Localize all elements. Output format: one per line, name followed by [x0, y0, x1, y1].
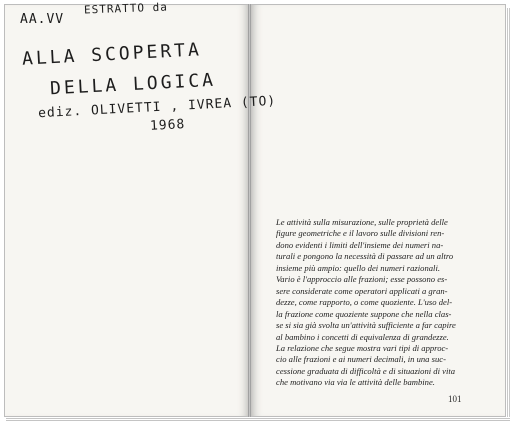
- paragraph-line: la frazione come quoziente suppone che nella clas-: [276, 308, 452, 319]
- handwritten-publisher: ediz. OLIVETTI , IVREA (TO): [37, 93, 277, 122]
- handwritten-year: 1968: [149, 117, 186, 134]
- paragraph-line: Vario è l'approccio alle frazioni; esse possono es-: [276, 274, 448, 285]
- paragraph-line: dezze, come rapporto, o come quoziente. L'uso del-: [276, 297, 453, 308]
- page-edges-bottom: [6, 417, 510, 421]
- handwritten-title-line-1: ALLA SCOPERTA: [21, 39, 203, 70]
- handwritten-author: AA.VV: [20, 12, 65, 27]
- printed-paragraph: [276, 217, 478, 389]
- handwritten-title-line-2: DELLA LOGICA: [49, 69, 217, 100]
- paragraph-line: La relazione che segue mostra vari tipi di approc-: [276, 342, 449, 353]
- paragraph-line: dono evidenti i limiti dell'insieme dei numeri na-: [276, 239, 444, 250]
- page-edges-right: [506, 8, 511, 418]
- paragraph-line: al bambino i concetti di equivalenza di grandezze.: [276, 331, 449, 342]
- paragraph-line: se si sia già svolta un'attività sufficiente a far capire: [276, 320, 456, 331]
- paragraph-line: cessione graduata di difficoltà e di situazioni di vita: [276, 365, 456, 376]
- paragraph-line: sere considerate come operatori applicati a gran-: [276, 285, 448, 296]
- handwritten-extract-note: ESTRATTO da: [83, 0, 169, 17]
- page-number: 101: [448, 394, 462, 404]
- paragraph-line: turali e pongono la necessità di passare ad un altro: [276, 251, 454, 262]
- paragraph-line: che motivano via via le attività delle bambine.: [276, 377, 435, 388]
- book-gutter: [248, 4, 251, 417]
- paragraph-line: cio alle frazioni e ai numeri decimali, in una suc-: [276, 354, 446, 365]
- paragraph-line: figure geometriche e il lavoro sulle divisioni ren-: [276, 228, 445, 239]
- paragraph-line: Le attività sulla misurazione, sulle proprietà delle: [276, 217, 448, 227]
- paragraph-line: insieme più ampio: quello dei numeri razionali.: [276, 262, 440, 273]
